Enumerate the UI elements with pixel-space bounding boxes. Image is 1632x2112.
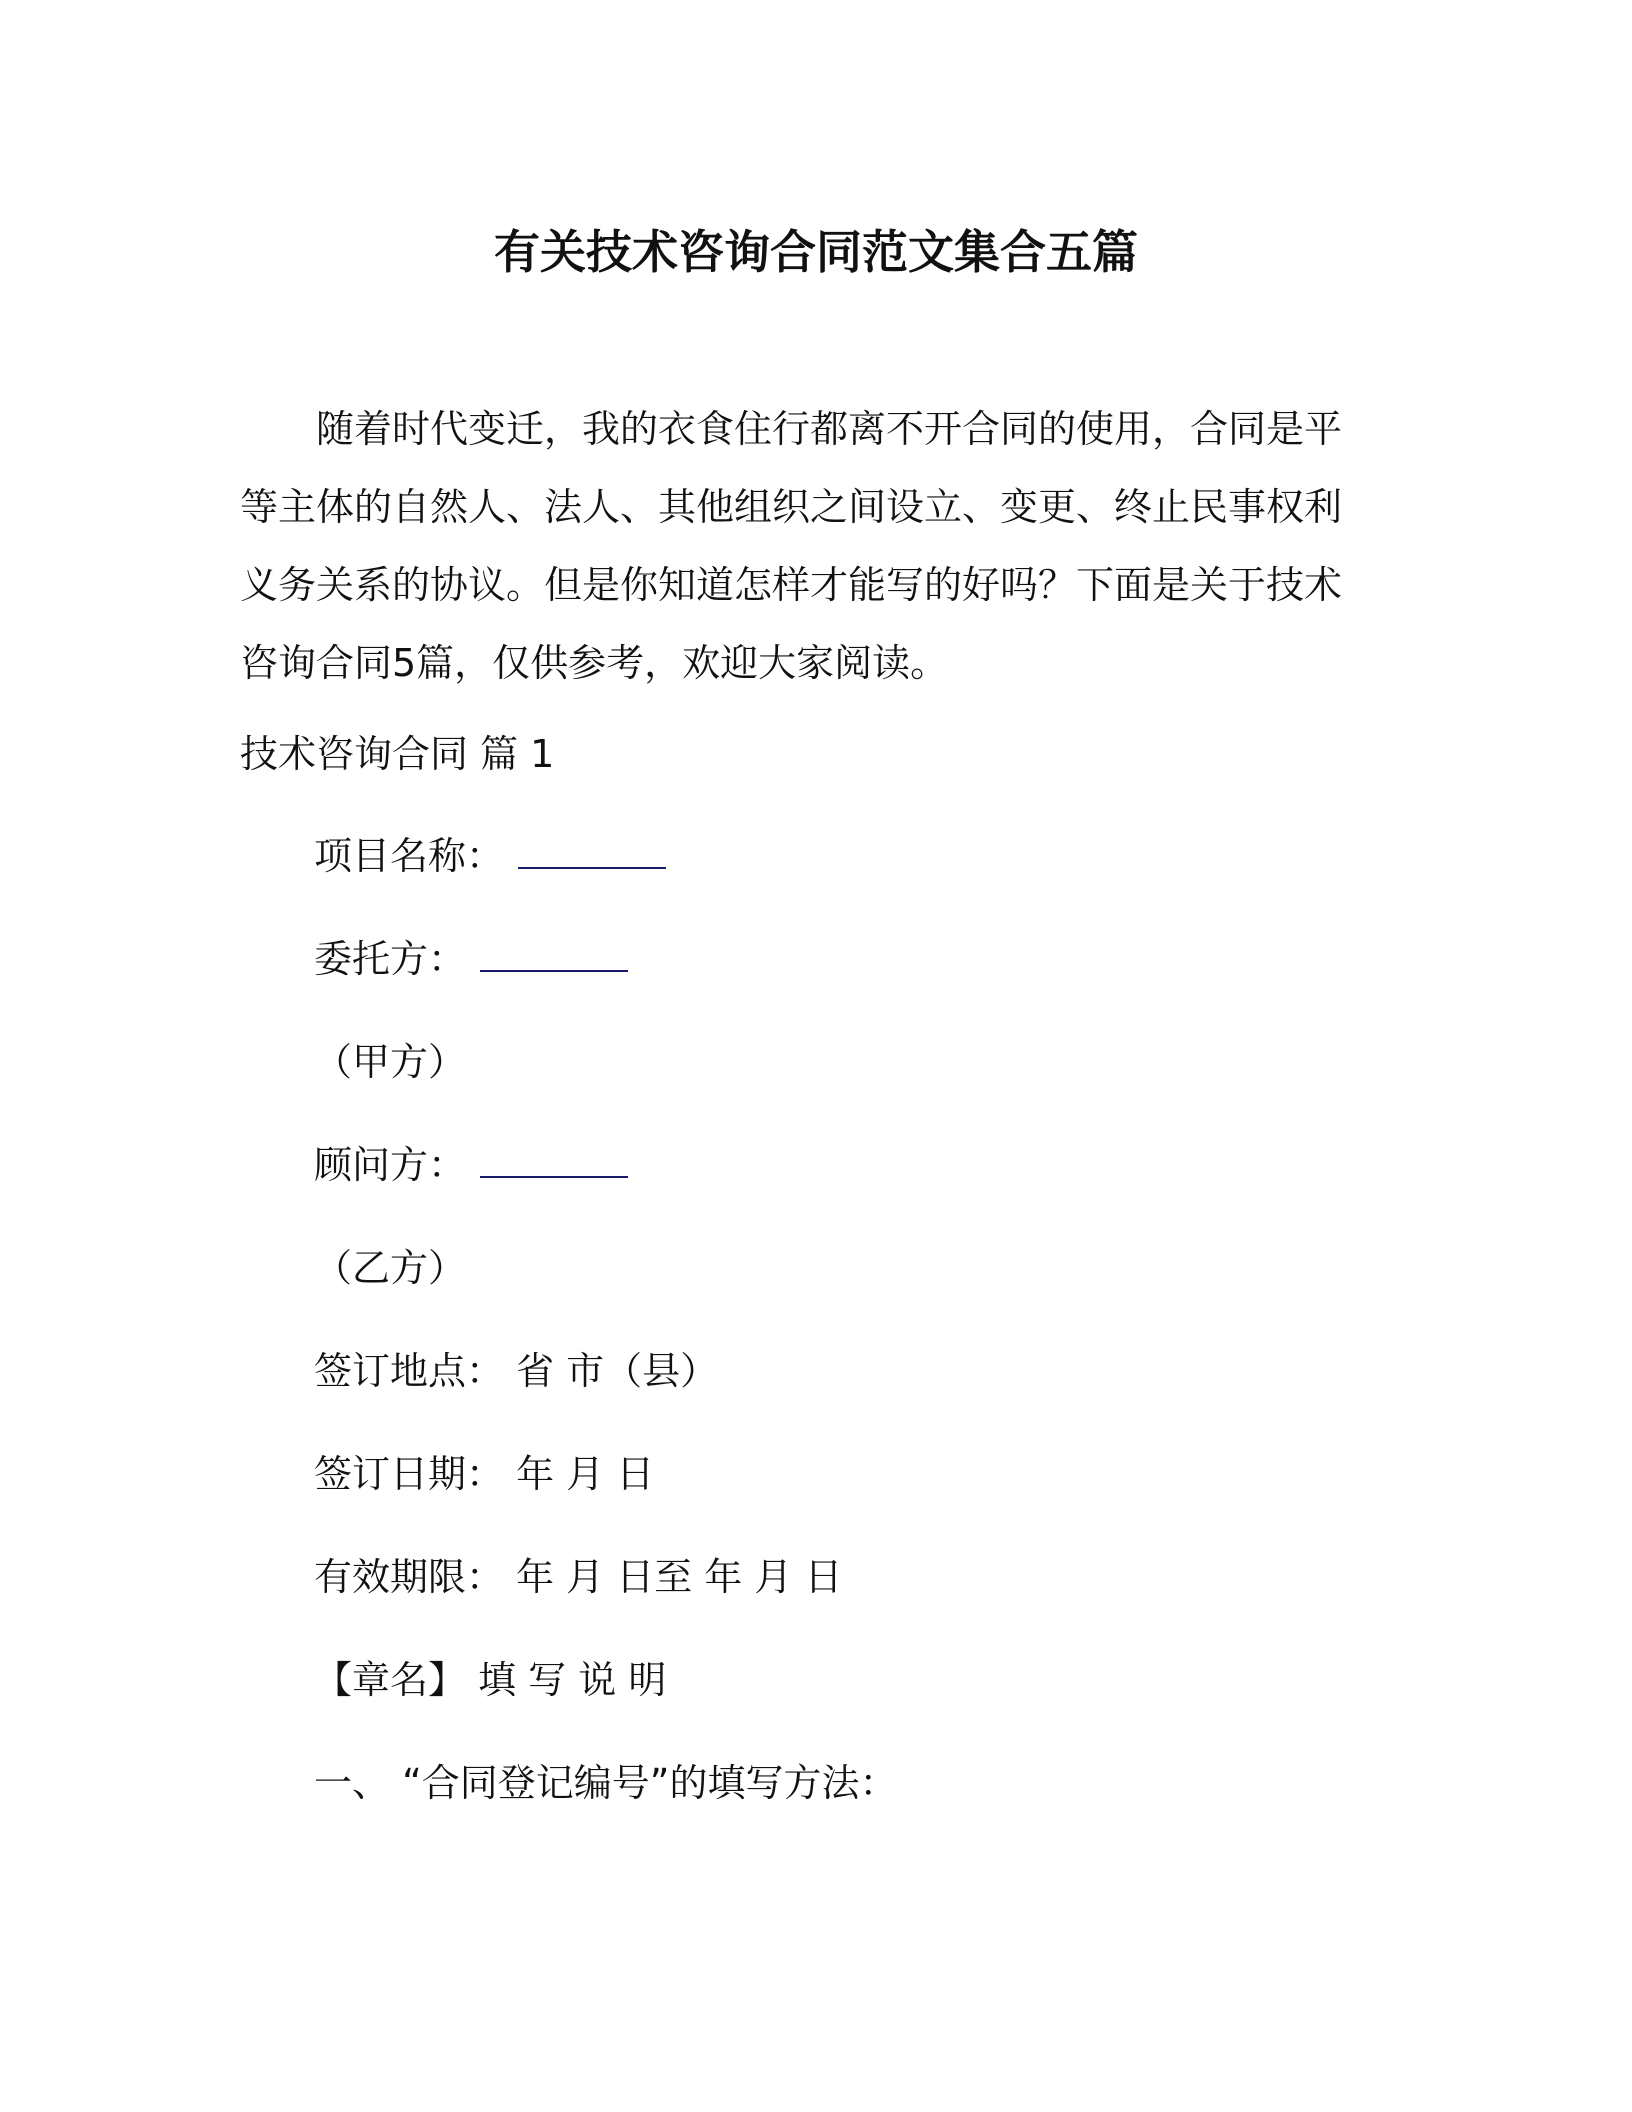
consultant-blank [480, 1142, 628, 1178]
document-title: 有关技术咨询合同范文集合五篇 [494, 225, 1138, 279]
party-a-label: （甲方） [314, 1040, 467, 1084]
party-b-label: （乙方） [314, 1246, 467, 1290]
sign-place: 签订地点： 省 市（县） [314, 1349, 719, 1393]
consultant-label: 顾问方： [314, 1143, 467, 1187]
chapter-name: 【章名】 填 写 说 明 [314, 1658, 667, 1702]
intro-paragraph [240, 390, 1360, 702]
client-label: 委托方： [314, 937, 467, 981]
client-row [314, 933, 628, 985]
client-blank [480, 936, 628, 972]
project-name-label: 项目名称： [314, 834, 505, 878]
valid-period: 有效期限： 年 月 日至 年 月 日 [314, 1555, 843, 1599]
section-heading: 技术咨询合同 篇 1 [240, 732, 555, 776]
intro-text: 随着时代变迁，我的衣食住行都离不开合同的使用，合同是平等主体的自然人、法人、其他组织之间设立、变更、终止民事权利义务关系的协议。但是你知道怎样才能写的好吗？下面是关于技术咨询合同5篇，仅供参考，欢迎大家阅读。 [240, 407, 1343, 685]
item-one-heading: 一、 “合同登记编号”的填写方法： [314, 1761, 898, 1805]
consultant-row [314, 1139, 628, 1191]
project-name-blank [518, 833, 666, 869]
project-name-row [314, 830, 666, 882]
sign-date: 签订日期： 年 月 日 [314, 1452, 655, 1496]
